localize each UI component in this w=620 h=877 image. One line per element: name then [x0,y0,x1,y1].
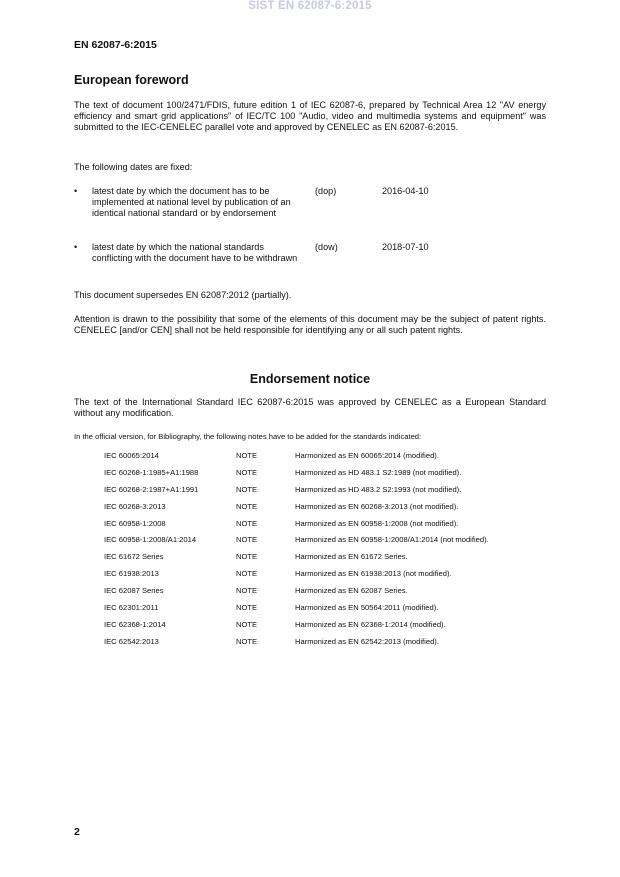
harmonized-text: Harmonized as EN 62087 Series. [295,586,408,596]
date-value: 2016-04-10 [382,186,429,196]
note-label: NOTE [236,569,258,579]
note-label: NOTE [236,586,258,596]
date-row-dop [74,186,546,242]
document-id: EN 62087-6:2015 [74,39,157,51]
standard-ref: IEC 61938:2013 [104,569,159,579]
foreword-heading: European foreword [74,73,189,87]
supersedes-note: This document supersedes EN 62087:2012 (partially). [74,290,292,300]
harmonized-text: Harmonized as EN 50564:2011 (modified). [295,603,439,613]
date-row-dow [74,242,546,282]
note-label: NOTE [236,603,258,613]
date-value: 2018-07-10 [382,242,429,252]
standard-ref: IEC 61672 Series [104,552,164,562]
note-label: NOTE [236,484,258,494]
standard-ref: IEC 62301:2011 [104,603,159,613]
dates-list [74,186,546,282]
note-label: NOTE [236,501,258,511]
page-number: 2 [74,826,80,838]
note-label: NOTE [236,552,258,562]
harmonized-text: Harmonized as EN 61672 Series. [295,552,408,562]
bibliography-intro: In the official version, for Bibliography, the following notes have to be added for the standards indicated: [74,432,422,441]
date-code: (dow) [315,242,338,252]
standard-ref: IEC 62542:2013 [104,636,159,646]
harmonized-text: Harmonized as EN 60065:2014 (modified). [295,451,439,460]
foreword-intro: The text of document 100/2471/FDIS, future edition 1 of IEC 62087-6, prepared by Technical Area 12 "AV energy efficiency and smart grid applications" of IEC/TC 100 "Audio, video and multimedia systems and equipment" was submitted to the IEC-CENELEC parallel vote and approved by CENELEC as EN 62087-6:2015. [74,100,546,133]
endorsement-text: The text of the International Standard IEC 62087-6:2015 was approved by CENELEC as a European Standard without any modification. [74,397,546,419]
standard-ref: IEC 60065:2014 [104,451,159,460]
endorsement-heading: Endorsement notice [249,372,371,386]
note-label: NOTE [236,535,258,545]
standard-ref: IEC 60958-1:2008 [104,518,166,528]
note-label: NOTE [236,451,258,460]
harmonized-text: Harmonized as EN 62542:2013 (modified). [295,636,439,646]
harmonized-text: Harmonized as EN 62368-1:2014 (modified). [295,619,446,629]
harmonized-text: Harmonized as EN 60958-1:2008/A1:2014 (not modified). [295,535,489,545]
standard-ref: IEC 60268-1:1985+A1:1988 [104,467,199,477]
bullet: • [74,242,78,252]
watermark: SIST EN 62087-6:2015 [248,0,372,12]
harmonized-text: Harmonized as HD 483.1 S2:1989 (not modified). [295,467,462,477]
harmonized-text: Harmonized as EN 60268-3:2013 (not modified). [295,501,459,511]
harmonized-text: Harmonized as EN 60958-1:2008 (not modified). [295,518,459,528]
standard-ref: IEC 62087 Series [104,586,164,596]
date-description: latest date by which the document has to be implemented at national level by publication of an identical national standard or by endorsement [92,186,291,219]
dates-intro: The following dates are fixed: [74,162,193,172]
note-label: NOTE [236,518,258,528]
standard-ref: IEC 60268-3:2013 [104,501,166,511]
note-label: NOTE [236,467,258,477]
date-code: (dop) [315,186,337,196]
date-description: latest date by which the national standards conflicting with the document have to be withdrawn [92,242,298,264]
standard-ref: IEC 62368-1:2014 [104,619,166,629]
note-label: NOTE [236,619,258,629]
standard-ref: IEC 60958-1:2008/A1:2014 [104,535,197,545]
harmonized-text: Harmonized as HD 483.2 S2:1993 (not modified). [295,484,462,494]
harmonized-text: Harmonized as EN 61938:2013 (not modified). [295,569,452,579]
patent-notice: Attention is drawn to the possibility that some of the elements of this document may be the subject of patent rights. CENELEC [and/or CEN] shall not be held responsible for identifying any or all such patent rights. [74,314,546,336]
bullet: • [74,186,78,196]
standard-ref: IEC 60268-2:1987+A1:1991 [104,484,199,494]
note-label: NOTE [236,636,258,646]
